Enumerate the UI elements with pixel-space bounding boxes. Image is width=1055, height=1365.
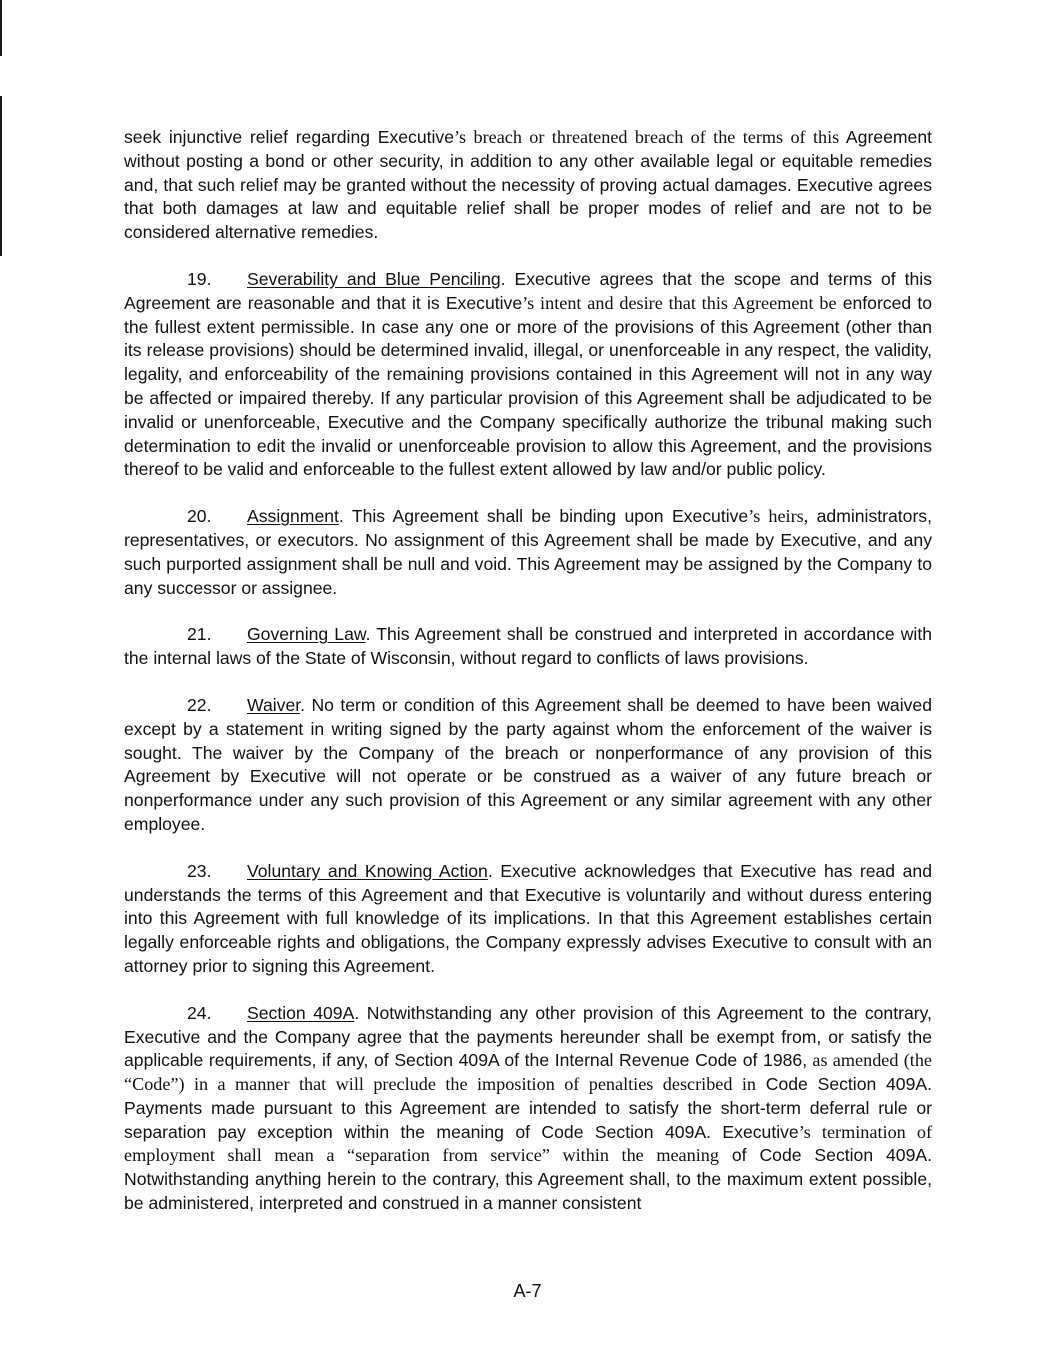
section-number: 23.: [187, 860, 212, 881]
section-23-paragraph: [124, 860, 932, 979]
margin-change-bar: [0, 96, 2, 256]
document-body: [124, 126, 932, 1239]
paragraph-text: ’s termination of employment shall mean a “separation from service” within the meaning: [124, 1121, 932, 1166]
paragraph-text: . No term or condition of this Agreement shall be deemed to have been waived except by a statement in writing signed by the party against whom the enforcement of the waiver is sought. The waiver by the Company of the breach or nonperformance of any provision of this Agreement by Executive will not operate or be construed as a waiver of any future breach or nonperformance under any such provision of this Agreement or any similar agreement with any other employee.: [124, 694, 932, 834]
section-number: 24.: [187, 1002, 212, 1023]
paragraph-text: Code Section 409A. Payments made pursuant to this Agreement are intended to satisfy the short-term deferral rule or separation pay exception within the meaning of Code Section 409A. Executive: [124, 1074, 932, 1142]
paragraph-text: . Executive agrees that the scope and terms of this Agreement are reasonable and that it is Executive: [124, 268, 932, 313]
page-number: A-7: [513, 1281, 542, 1301]
paragraph-text: . This Agreement shall be construed and interpreted in accordance with the internal laws of the State of Wisconsin, without regard to conflicts of laws provisions.: [124, 624, 932, 669]
paragraph-text: ’s heirs,: [748, 506, 809, 527]
section-heading: Governing Law: [247, 624, 366, 645]
section-number: 19.: [187, 268, 212, 289]
section-number: 22.: [187, 694, 212, 715]
paragraph-text: seek injunctive relief regarding Executive: [124, 127, 454, 147]
section-heading: Waiver: [247, 694, 301, 715]
paragraph-continuation: [124, 126, 932, 245]
section-heading: Voluntary and Knowing Action: [247, 860, 488, 881]
paragraph-text: . Notwithstanding any other provision of this Agreement to the contrary, Executive and the Company agree that the payments hereunder shall be exempt from, or satisfy the applicable requirements, if any, of Section 409A of the Internal Revenue Code of 1986,: [124, 1002, 932, 1071]
section-heading: Assignment: [247, 506, 339, 527]
paragraph-text: Agreement without posting a bond or other security, in addition to any other available legal or equitable remedies and, that such relief may be granted without the necessity of proving actual damages. Executive agrees that both damages at law and equitable relief shall be proper modes of relief and are not to be considered alternative remedies.: [124, 127, 932, 243]
paragraph-text: of Code Section 409A. Notwithstanding anything herein to the contrary, this Agreement shall, to the maximum extent possible, be administered, interpreted and construed in a manner consistent: [124, 1145, 932, 1214]
paragraph-text: . Executive acknowledges that Executive has read and understands the terms of this Agreement and that Executive is voluntarily and without duress entering into this Agreement with full knowledge of its implications. In that this Agreement establishes certain legally enforceable rights and obligations, the Company expressly advises Executive to consult with an attorney prior to signing this Agreement.: [124, 860, 933, 976]
section-22-paragraph: [124, 694, 932, 837]
paragraph-text: ’s breach or threatened breach of the terms of this: [454, 127, 840, 147]
paragraph-text: ’s intent and desire that this Agreement be: [522, 292, 837, 313]
paragraph-text: as amended (the “Code”) in a manner that will preclude the imposition of penalties described in: [124, 1050, 933, 1095]
margin-change-bar: [0, 0, 2, 56]
section-heading: Section 409A: [247, 1002, 355, 1023]
paragraph-text: administrators, representatives, or executors. No assignment of this Agreement shall be made by Executive, and any such purported assignment shall be null and void. This Agreement may be assigned by the Company to any successor or assignee.: [124, 506, 932, 598]
section-19-paragraph: [124, 268, 932, 482]
section-20-paragraph: [124, 505, 932, 600]
section-24-paragraph: [124, 1002, 932, 1216]
paragraph-text: . This Agreement shall be binding upon Executive: [338, 506, 749, 527]
section-21-paragraph: [124, 623, 932, 671]
section-number: 20.: [187, 506, 212, 527]
section-number: 21.: [187, 624, 212, 645]
paragraph-text: enforced to the fullest extent permissible. In case any one or more of the provisions of this Agreement (other than its release provisions) should be determined invalid, illegal, or unenforceable in any respect, the validity, legality, and enforceability of the remaining provisions contained in this Agreement will not in any way be affected or impaired thereby. If any particular provision of this Agreement shall be adjudicated to be invalid or unenforceable, Executive and the Company specifically authorize the tribunal making such determination to edit the invalid or unenforceable provision to allow this Agreement, and the provisions thereof to be valid and enforceable to the fullest extent allowed by law and/or public policy.: [124, 292, 932, 480]
section-heading: Severability and Blue Penciling: [247, 268, 501, 289]
